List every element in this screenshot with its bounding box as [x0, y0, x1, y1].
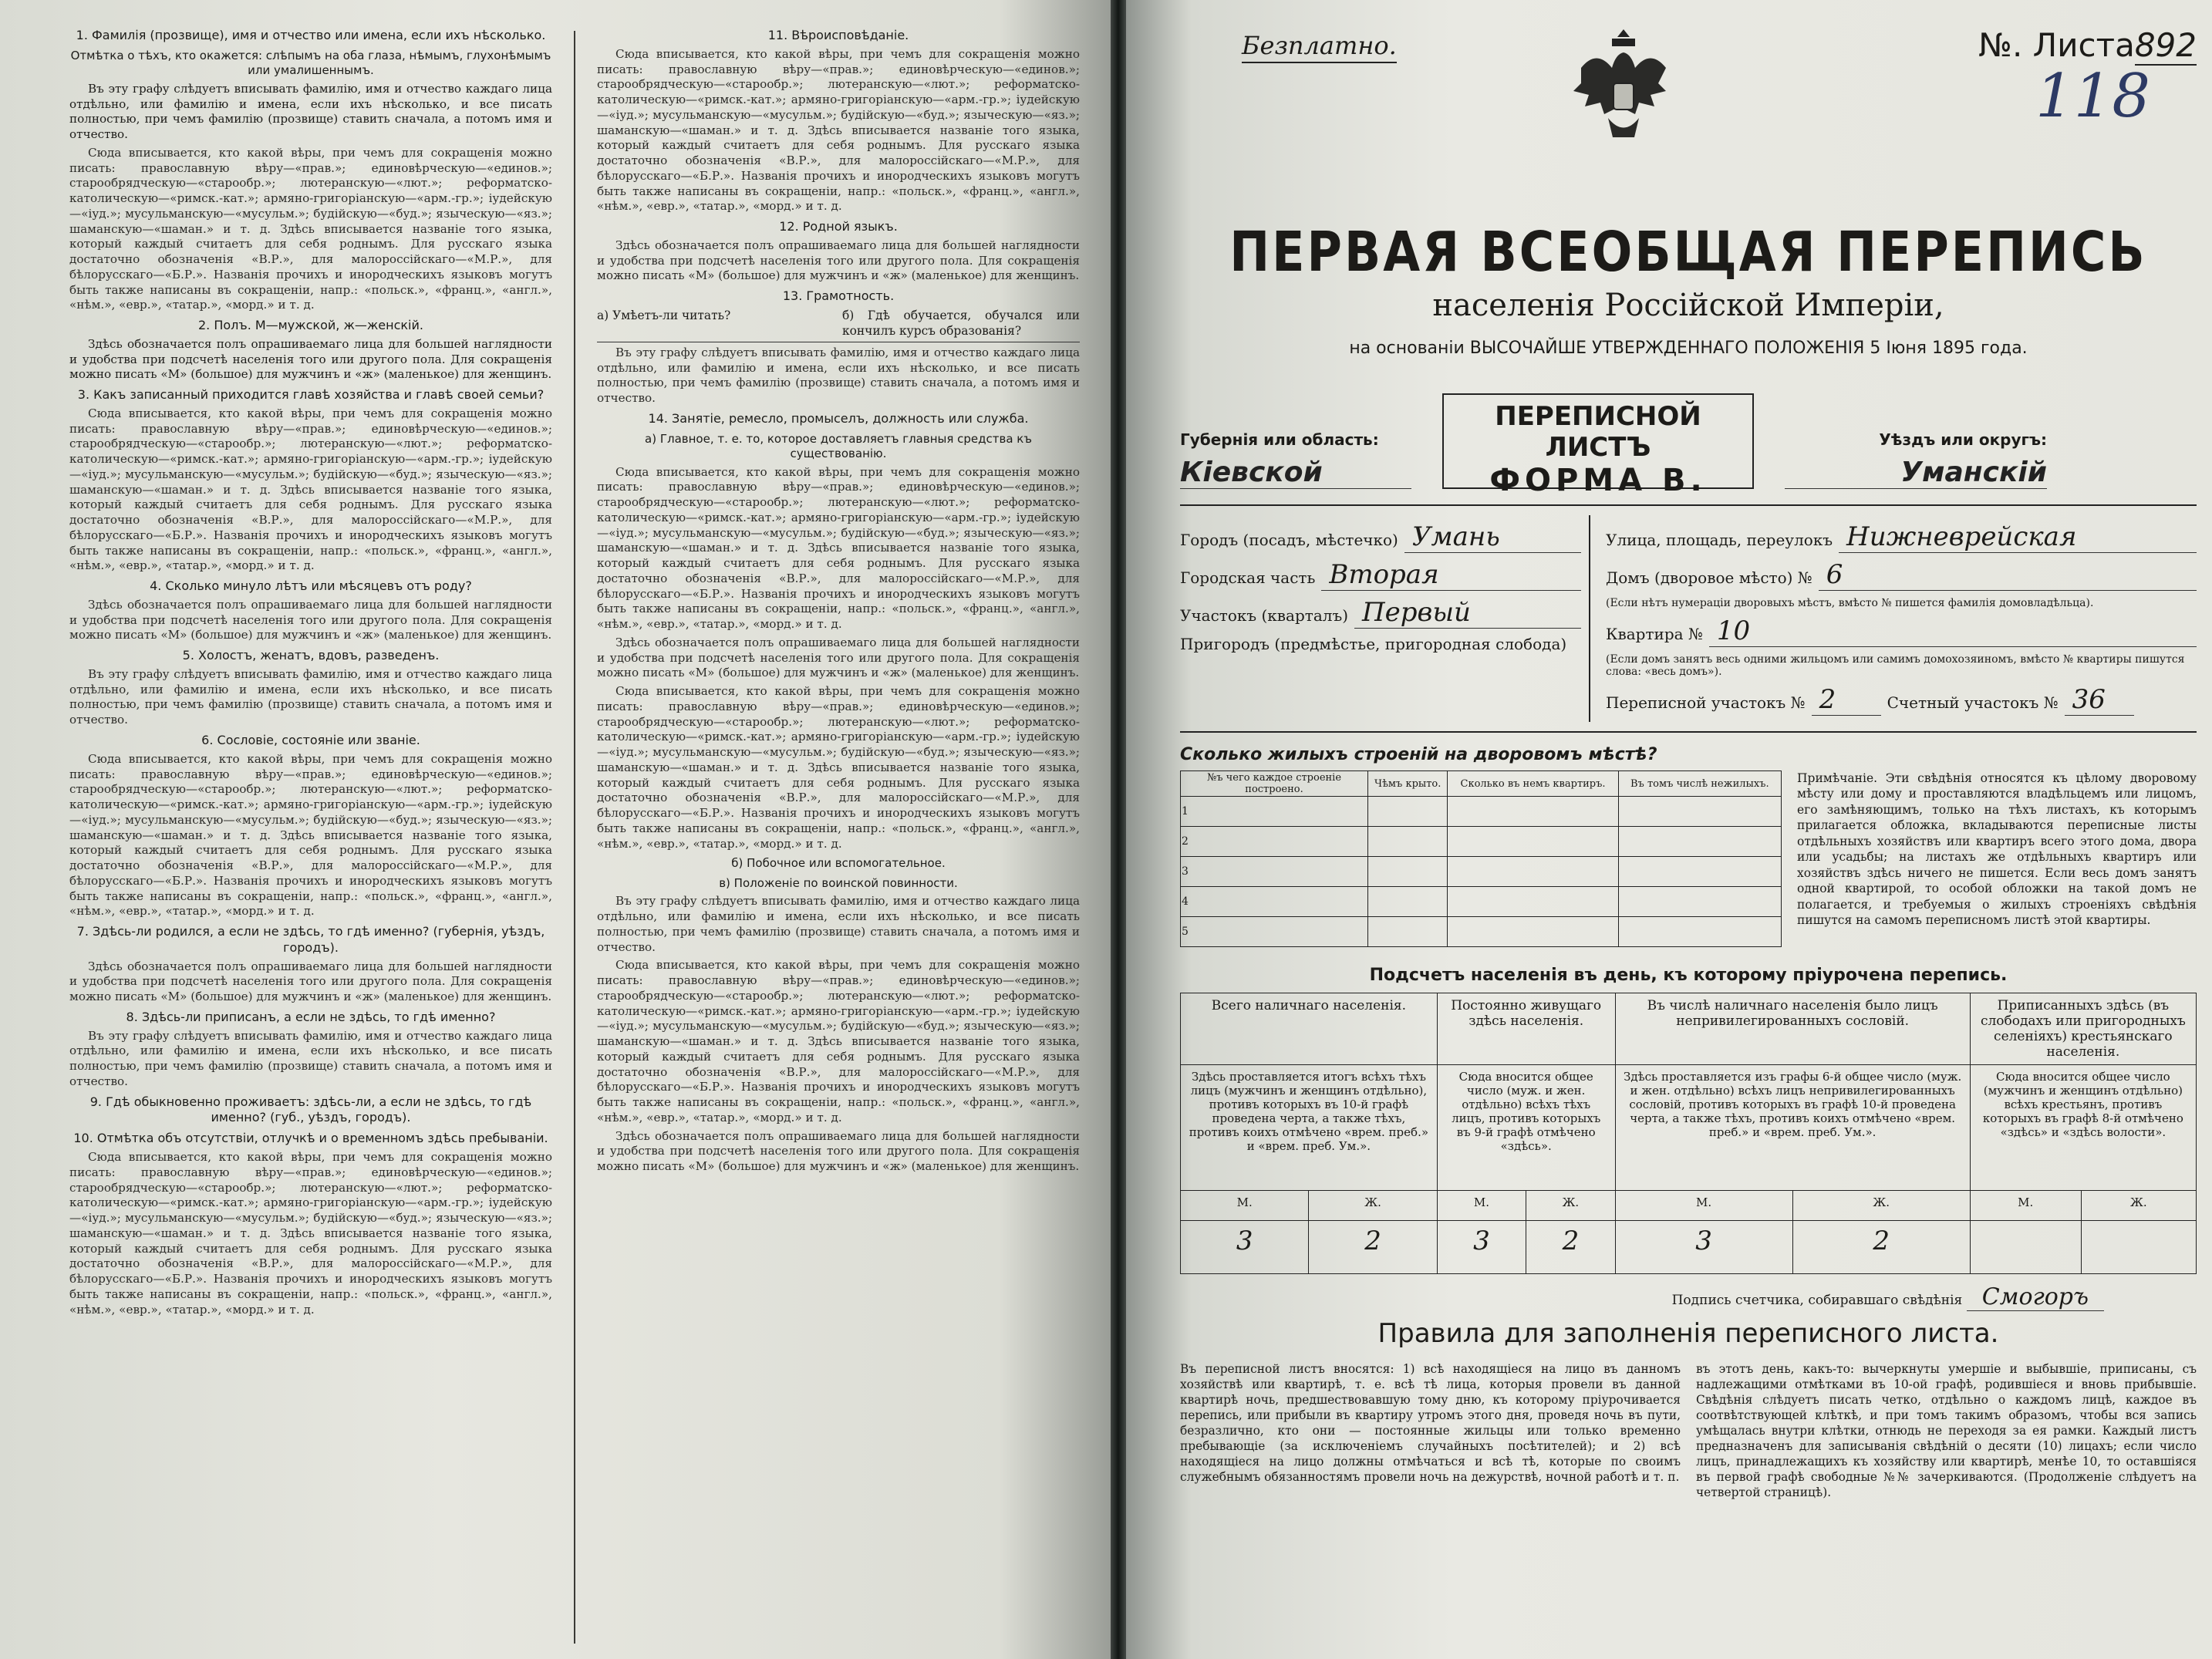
section-14-body-3: Сюда вписывается, кто какой вѣры, при чемъ для сокращенія можно писать: православную вѣру—«прав.»; единовѣрческую—«единов.»; старообрядческую—«старообр.»; лютеранскую—«лют.»; реформатско-католическую—«римск.-кат.»; армяно-григоріанскую—«арм.-гр.»; іудейскую—«іуд.»; мусульманскую—«мусульм.»; будійскую—«буд.»; языческую—«яз.»; шаманскую—«шаман.» и т. д. Здѣсь вписывается названіе того языка, который каждый считаетъ для себя роднымъ. Для русскаго языка достаточно обозначенія «В.Р.», для малороссійскаго—«М.Р.», для бѣлорусскаго—«Б.Р.». Названія прочихъ и инородческихъ языковъ могутъ быть также написаны въ сокращеніи, напр.: «польск.», «франц.», «англ.», «нѣм.», «евр.», «татар.», «морд.» и т. д.: [597, 684, 1080, 851]
census-legal-basis: на основаніи ВЫСОЧАЙШЕ УТВЕРЖДЕННАГО ПОЛОЖЕНІЯ 5 Іюня 1895 года.: [1349, 339, 2028, 358]
address-block: [1180, 504, 2197, 733]
section-14-body-5: Сюда вписывается, кто какой вѣры, при чемъ для сокращенія можно писать: православную вѣру—«прав.»; единовѣрческую—«единов.»; старообрядческую—«старообр.»; лютеранскую—«лют.»; реформатско-католическую—«римск.-кат.»; армяно-григоріанскую—«арм.-гр.»; іудейскую—«іуд.»; мусульманскую—«мусульм.»; будійскую—«буд.»; языческую—«яз.»; шаманскую—«шаман.» и т. д. Здѣсь вписывается названіе того языка, который каждый считаетъ для себя роднымъ. Для русскаго языка достаточно обозначенія «В.Р.», для малороссійскаго—«М.Р.», для бѣлорусскаго—«Б.Р.». Названія прочихъ и инородческихъ языковъ могутъ быть также написаны въ сокращеніи, напр.: «польск.», «франц.», «англ.», «нѣм.», «евр.», «татар.», «морд.» и т. д.: [597, 958, 1080, 1125]
table-cell: [1368, 797, 1448, 827]
form-title-box: [1442, 393, 1754, 498]
table-cell: [1448, 827, 1618, 857]
section-4-body: Здѣсь обозначается полъ опрашиваемаго лица для большей наглядности и удобства при подсчетѣ населенія того или другого пола. Для сокращенія можно писать «М» (большое) для мужчинъ и «ж» (маленькое) для женщинъ.: [69, 597, 552, 642]
count-value: 3: [1181, 1221, 1309, 1274]
address-right: [1590, 515, 2197, 722]
apartment-field: [1606, 615, 2197, 647]
count-description: Здѣсь проставляется изъ графы 6-й общее число (муж. и жен. отдѣльно) всѣхъ лицъ непривилегированныхъ сословій, противъ которыхъ въ графѣ 10-й проведена черта, а также тѣхъ, противъ коихъ отмѣчено «врем. преб.» и «врем. преб. Ум.».: [1615, 1065, 1970, 1191]
buildings-header: Чѣмъ крыто.: [1368, 771, 1448, 797]
section-8-heading: 8. Здѣсь-ли приписанъ, а если не здѣсь, то гдѣ именно?: [126, 1009, 496, 1024]
section-3-heading: 3. Какъ записанный приходится главѣ хозяйства и главѣ своей семьи?: [77, 387, 545, 403]
section-10-heading: 10. Отмѣтка объ отсутствіи, отлучкѣ и о временномъ здѣсь пребываніи.: [73, 1131, 548, 1146]
table-cell: [1368, 887, 1448, 917]
section-13a: а) Умѣетъ-ли читать?: [597, 308, 731, 322]
city-part-value: Вторая: [1321, 559, 1581, 591]
section-5-body: Въ эту графу слѣдуетъ вписывать фамилію, имя и отчество каждаго лица отдѣльно, или фамилію и имена, если ихъ нѣсколько, и все писать полностью, при чемъ фамилію (прозвище) ставить сначала, а потомъ имя и отчество.: [69, 666, 552, 727]
buildings-header: Сколько въ немъ квартиръ.: [1448, 771, 1618, 797]
house-label: Домъ (дворовое мѣсто) №: [1606, 568, 1812, 587]
table-row: [1181, 857, 1782, 887]
column-divider: [574, 31, 575, 1644]
buildings-note: Примѣчаніе. Эти свѣдѣнія относятся къ цѣлому дворовому мѣсту или дому и проставляются владѣльцемъ или лицомъ, его замѣняющимъ, только на тѣхъ листахъ, къ которымъ прилагается обложка, вкладываются переписные листы отдѣльныхъ хозяйствъ или квартиръ всего этого дома, двора или усадьбы; на листахъ же отдѣльныхъ квартиръ или хозяйствъ здѣсь ничего не пишется. Если весь домъ занятъ одной квартирой, то особой обложки на такой домъ не полагается, и требуемыя о жилыхъ строеніяхъ свѣдѣнія пишутся на самомъ переписномъ листѣ этой квартиры.: [1797, 771, 2197, 928]
section-13-heading: 13. Грамотность.: [782, 288, 895, 304]
apartment-note: (Если домъ занятъ весь одними жильцомъ или самимъ домохозяиномъ, вмѣсто № квартиры пишутся слова: «весь домъ»).: [1606, 653, 2185, 678]
form-region-row: [1180, 381, 2197, 498]
section-1-note: Отмѣтка о тѣхъ, кто окажется: слѣпымъ на оба глаза, нѣмымъ, глухонѣмымъ или умалишеннымъ.: [70, 48, 551, 78]
section-14-body-4: Въ эту графу слѣдуетъ вписывать фамилію, имя и отчество каждаго лица отдѣльно, или фамилію и имена, если ихъ нѣсколько, и все писать полностью, при чемъ фамилію (прозвище) ставить сначала, а потомъ имя и отчество.: [597, 894, 1080, 954]
female-header: Ж.: [1309, 1191, 1437, 1221]
section-9-body: Сюда вписывается, кто какой вѣры, при чемъ для сокращенія можно писать: православную вѣру—«прав.»; единовѣрческую—«единов.»; старообрядческую—«старообр.»; лютеранскую—«лют.»; реформатско-католическую—«римск.-кат.»; армяно-григоріанскую—«арм.-гр.»; іудейскую—«іуд.»; мусульманскую—«мусульм.»; будійскую—«буд.»; языческую—«яз.»; шаманскую—«шаман.» и т. д. Здѣсь вписывается названіе того языка, который каждый считаетъ для себя роднымъ. Для русскаго языка достаточно обозначенія «В.Р.», для малороссійскаго—«М.Р.», для бѣлорусскаго—«Б.Р.». Названія прочихъ и инородческихъ языковъ могутъ быть также написаны въ сокращеніи, напр.: «польск.», «франц.», «англ.», «нѣм.», «евр.», «татар.», «морд.» и т. д.: [69, 1150, 552, 1317]
table-row: [1181, 887, 1782, 917]
count-description: Сюда вносится общее число (муж. и жен. отдѣльно) всѣхъ тѣхъ лицъ, противъ которыхъ въ 9-й графѣ отмѣчено «здѣсь».: [1437, 1065, 1615, 1191]
rules-text: [1180, 1361, 2197, 1500]
table-cell: [1448, 887, 1618, 917]
suburb-field: [1180, 635, 1581, 653]
buildings-section: [1180, 770, 2197, 947]
count-value: [1970, 1221, 2081, 1274]
count-header: Приписанныхъ здѣсь (въ слободахъ или пригородныхъ селеніяхъ) крестьянскаго населенія.: [1970, 993, 2196, 1065]
rules-column-1: Въ переписной листъ вносятся: 1) всѣ находящіеся на лицо въ данномъ хозяйствѣ или квартирѣ, т. е. всѣ тѣ лица, которыя провели въ данной квартирѣ ночь, предшествовавшую тому дню, къ которому пріурочивается перепись, или прибыли въ квартиру утромъ этого дня, проведя ночь въ пути, безразлично, кто они — постоянные жильцы или только временно пребывающіе (за исключеніемъ случайныхъ посѣтителей); и 2) всѣ находящіеся на лицо должны отмѣчаться и всѣ тѣ, которые по своимъ служебнымъ обязанностямъ провели ночь на дежурствѣ, ночной работѣ и т. п.: [1180, 1362, 1681, 1485]
house-value: 6: [1819, 559, 2197, 591]
section-12-heading: 12. Родной языкъ.: [779, 219, 898, 234]
row-number: 1: [1181, 797, 1368, 827]
rules-title: Правила для заполненія переписного листа.: [1377, 1318, 1999, 1349]
form-title-line-1: ПЕРЕПИСНОЙ ЛИСТЪ: [1495, 401, 1701, 463]
form-header: [1180, 15, 2197, 193]
table-cell: [1448, 917, 1618, 947]
table-cell: [1618, 857, 1781, 887]
city-part-field: [1180, 559, 1581, 591]
table-cell: [1618, 917, 1781, 947]
count-value: [2081, 1221, 2196, 1274]
table-row: [1181, 827, 1782, 857]
buildings-table: [1180, 770, 1782, 947]
female-header: Ж.: [1526, 1191, 1615, 1221]
section-12-body: Здѣсь обозначается полъ опрашиваемаго лица для большей наглядности и удобства при подсчетѣ населенія того или другого пола. Для сокращенія можно писать «М» (большое) для мужчинъ и «ж» (маленькое) для женщинъ.: [597, 238, 1080, 283]
districts-field: [1606, 684, 2197, 716]
rules-column-2: въ этотъ день, какъ-то: вычеркнуты умершіе и выбывшіе, приписаны, съ надлежащими отмѣтками въ 10-ой графѣ, родившіеся и вновь прибывшіе. Свѣдѣнія слѣдуетъ писать четко, отдѣльно о каждомъ лицѣ, каждое въ соотвѣтствующей клѣткѣ, и при томъ такимъ образомъ, чтобы вся запись умѣщалась внутри клѣтки, отнюдь не переходя за ея рамки. Каждый листъ предназначенъ для записыванія свѣдѣній о десяти (10) лицахъ; если число лицъ, принадлежащихъ къ хозяйству или квартирѣ, менѣе 10, то оставшіяся въ первой графѣ свободные №№ зачеркиваются. (Продолженіе слѣдуетъ на четвертой страницѣ).: [1696, 1362, 2197, 1500]
section-1-extra: Сюда вписывается, кто какой вѣры, при чемъ для сокращенія можно писать: православную вѣру—«прав.»; единовѣрческую—«единов.»; старообрядческую—«старообр.»; лютеранскую—«лют.»; реформатско-католическую—«римск.-кат.»; армяно-григоріанскую—«арм.-гр.»; іудейскую—«іуд.»; мусульманскую—«мусульм.»; будійскую—«буд.»; языческую—«яз.»; шаманскую—«шаман.» и т. д. Здѣсь вписывается названіе того языка, который каждый считаетъ для себя роднымъ. Для русскаго языка достаточно обозначенія «В.Р.», для малороссійскаго—«М.Р.», для бѣлорусскаго—«Б.Р.». Названія прочихъ и инородческихъ языковъ могутъ быть также написаны въ сокращеніи, напр.: «польск.», «франц.», «англ.», «нѣм.», «евр.», «татар.», «морд.» и т. д.: [69, 145, 552, 312]
city-field: [1180, 521, 1581, 553]
row-number: 5: [1181, 917, 1368, 947]
census-title: ПЕРВАЯ ВСЕОБЩАЯ ПЕРЕПИСЬ: [1229, 219, 2147, 285]
enumerator-signature: [1180, 1283, 2104, 1310]
female-header: Ж.: [1792, 1191, 1970, 1221]
count-district-label: Счетный участокъ №: [1887, 693, 2059, 712]
table-cell: [1368, 827, 1448, 857]
uezd-value: Уманскій: [1785, 457, 2047, 489]
table-row: [1181, 797, 1782, 827]
uezd-label: Уѣздъ или округъ:: [1879, 430, 2047, 449]
section-14b: б) Побочное или вспомогательное.: [731, 856, 946, 871]
count-description: Сюда вносится общее число (мужчинъ и женщинъ отдѣльно) всѣхъ крестьянъ, противъ которыхъ въ графѣ 8-й отмѣчено «здѣсь» и «здѣсь волости».: [1970, 1065, 2196, 1191]
instructions-column-1: [69, 23, 552, 1644]
section-5-heading: 5. Холостъ, женатъ, вдовъ, разведенъ.: [182, 648, 440, 663]
population-count-table: [1180, 993, 2197, 1274]
gubernia-value: Кіевской: [1180, 457, 1411, 489]
count-value: 2: [1309, 1221, 1437, 1274]
sector-label: Участокъ (кварталъ): [1180, 606, 1348, 625]
free-of-charge-label: Безплатно.: [1242, 31, 1397, 63]
section-14a: а) Главное, т. е. то, которое доставляетъ главныя средства къ существованію.: [645, 431, 1032, 461]
row-number: 4: [1181, 887, 1368, 917]
count-value: 3: [1615, 1221, 1792, 1274]
buildings-header: №ъ чего каждое строеніе построено.: [1181, 771, 1368, 797]
address-left: [1180, 515, 1590, 722]
buildings-header-row: [1181, 771, 1782, 797]
house-field: [1606, 559, 2197, 591]
male-header: М.: [1970, 1191, 2081, 1221]
folio-number: 118: [2035, 62, 2150, 131]
table-cell: [1368, 857, 1448, 887]
census-subtitle: населенія Россійской Имперіи,: [1432, 288, 1944, 323]
count-header: Всего наличнаго населенія.: [1181, 993, 1438, 1065]
gubernia-label: Губернія или область:: [1180, 430, 1379, 449]
count-values-row: [1181, 1221, 2197, 1274]
table-cell: [1448, 797, 1618, 827]
row-number: 3: [1181, 857, 1368, 887]
section-7-heading: 7. Здѣсь-ли родился, а если не здѣсь, то гдѣ именно? (губернія, уѣздъ, городъ).: [76, 924, 545, 955]
section-1-body: Въ эту графу слѣдуетъ вписывать фамилію, имя и отчество каждаго лица отдѣльно, или фамилію и имена, если ихъ нѣсколько, и все писать полностью, при чемъ фамилію (прозвище) ставить сначала, а потомъ имя и отчество.: [69, 81, 552, 142]
instructions-column-2: [597, 23, 1080, 1644]
population-count-title: Подсчетъ населенія въ день, къ которому пріурочена перепись.: [1369, 966, 2008, 985]
section-9-heading: 9. Гдѣ обыкновенно проживаетъ: здѣсь-ли, а если не здѣсь, то гдѣ именно? (губ., уѣздъ, городъ).: [89, 1094, 532, 1125]
sex-header-row: [1181, 1191, 2197, 1221]
signature-label: Подпись счетчика, собиравшаго свѣдѣнія: [1671, 1293, 1963, 1308]
count-value: 2: [1526, 1221, 1615, 1274]
count-value: 3: [1437, 1221, 1526, 1274]
street-value: Нижневрейская: [1839, 521, 2197, 553]
right-page-census-form: [1126, 0, 2212, 1659]
section-11-body: Сюда вписывается, кто какой вѣры, при чемъ для сокращенія можно писать: православную вѣру—«прав.»; единовѣрческую—«единов.»; старообрядческую—«старообр.»; лютеранскую—«лют.»; реформатско-католическую—«римск.-кат.»; армяно-григоріанскую—«арм.-гр.»; іудейскую—«іуд.»; мусульманскую—«мусульм.»; будійскую—«буд.»; языческую—«яз.»; шаманскую—«шаман.» и т. д. Здѣсь вписывается названіе того языка, который каждый считаетъ для себя роднымъ. Для русскаго языка достаточно обозначенія «В.Р.», для малороссійскаго—«М.Р.», для бѣлорусскаго—«Б.Р.». Названія прочихъ и инородческихъ языковъ могутъ быть также написаны въ сокращеніи, напр.: «польск.», «франц.», «англ.», «нѣм.», «евр.», «татар.», «морд.» и т. д.: [597, 46, 1080, 214]
section-11-heading: 11. Вѣроисповѣданіе.: [767, 28, 909, 42]
street-label: Улица, площадь, переулокъ: [1606, 531, 1833, 549]
section-6-heading: 6. Сословіе, состояніе или званіе.: [201, 732, 420, 747]
male-header: М.: [1615, 1191, 1792, 1221]
section-14-body-6: Здѣсь обозначается полъ опрашиваемаго лица для большей наглядности и удобства при подсчетѣ населенія того или другого пола. Для сокращенія можно писать «М» (большое) для мужчинъ и «ж» (маленькое) для женщинъ.: [597, 1128, 1080, 1174]
section-4-heading: 4. Сколько минуло лѣтъ или мѣсяцевъ отъ роду?: [150, 578, 472, 594]
count-description-row: [1181, 1065, 2197, 1191]
city-value: Умань: [1404, 521, 1581, 553]
section-13-subheads: [597, 308, 1080, 342]
street-field: [1606, 521, 2197, 553]
table-cell: [1448, 857, 1618, 887]
census-district-value: 2: [1812, 684, 1881, 716]
buildings-header: Въ томъ числѣ нежилыхъ.: [1618, 771, 1781, 797]
uezd-field: [1785, 430, 2047, 489]
section-2-body: Здѣсь обозначается полъ опрашиваемаго лица для большей наглядности и удобства при подсчетѣ населенія того или другого пола. Для сокращенія можно писать «М» (большое) для мужчинъ и «ж» (маленькое) для женщинъ.: [69, 336, 552, 382]
section-14-body-2: Здѣсь обозначается полъ опрашиваемаго лица для большей наглядности и удобства при подсчетѣ населенія того или другого пола. Для сокращенія можно писать «М» (большое) для мужчинъ и «ж» (маленькое) для женщинъ.: [597, 635, 1080, 680]
section-13-body: Въ эту графу слѣдуетъ вписывать фамилію, имя и отчество каждаго лица отдѣльно, или фамилію и имена, если ихъ нѣсколько, и все писать полностью, при чемъ фамилію (прозвище) ставить сначала, а потомъ имя и отчество.: [597, 345, 1080, 406]
book-gutter: [1111, 0, 1126, 1659]
buildings-title: Сколько жилыхъ строеній на дворовомъ мѣстѣ?: [1180, 745, 1657, 764]
female-header: Ж.: [2081, 1191, 2196, 1221]
section-14-body-1: Сюда вписывается, кто какой вѣры, при чемъ для сокращенія можно писать: православную вѣру—«прав.»; единовѣрческую—«единов.»; старообрядческую—«старообр.»; лютеранскую—«лют.»; реформатско-католическую—«римск.-кат.»; армяно-григоріанскую—«арм.-гр.»; іудейскую—«іуд.»; мусульманскую—«мусульм.»; будійскую—«буд.»; языческую—«яз.»; шаманскую—«шаман.» и т. д. Здѣсь вписывается названіе того языка, который каждый считаетъ для себя роднымъ. Для русскаго языка достаточно обозначенія «В.Р.», для малороссійскаго—«М.Р.», для бѣлорусскаго—«Б.Р.». Названія прочихъ и инородческихъ языковъ могутъ быть также написаны въ сокращеніи, напр.: «польск.», «франц.», «англ.», «нѣм.», «евр.», «татар.», «морд.» и т. д.: [597, 464, 1080, 632]
sector-value: Первый: [1354, 597, 1581, 629]
city-part-label: Городская часть: [1180, 568, 1316, 587]
count-district-value: 36: [2065, 684, 2134, 716]
count-description: Здѣсь проставляется итогъ всѣхъ тѣхъ лицъ (мужчинъ и женщинъ отдѣльно), противъ которыхъ въ 10-й графѣ проведена черта, а также тѣхъ, противъ коихъ отмѣчено «врем. преб.» и «врем. преб. Ум.».: [1181, 1065, 1438, 1191]
census-district-label: Переписной участокъ №: [1606, 693, 1806, 712]
city-label: Городъ (посадъ, мѣстечко): [1180, 531, 1398, 549]
section-3-body: Сюда вписывается, кто какой вѣры, при чемъ для сокращенія можно писать: православную вѣру—«прав.»; единовѣрческую—«единов.»; старообрядческую—«старообр.»; лютеранскую—«лют.»; реформатско-католическую—«римск.-кат.»; армяно-григоріанскую—«арм.-гр.»; іудейскую—«іуд.»; мусульманскую—«мусульм.»; будійскую—«буд.»; языческую—«яз.»; шаманскую—«шаман.» и т. д. Здѣсь вписывается названіе того языка, который каждый считаетъ для себя роднымъ. Для русскаго языка достаточно обозначенія «В.Р.», для малороссійскаго—«М.Р.», для бѣлорусскаго—«Б.Р.». Названія прочихъ и инородческихъ языковъ могутъ быть также написаны въ сокращеніи, напр.: «польск.», «франц.», «англ.», «нѣм.», «евр.», «татар.», «морд.» и т. д.: [69, 406, 552, 573]
sheet-number: [1978, 26, 2197, 64]
table-cell: [1618, 887, 1781, 917]
section-14v: в) Положеніе по воинской повинности.: [719, 875, 958, 890]
count-header: Постоянно живущаго здѣсь населенія.: [1437, 993, 1615, 1065]
section-13b: б) Гдѣ обучается, обучался или кончилъ курсъ образованія?: [842, 308, 1080, 338]
section-1-heading: 1. Фамилія (прозвище), имя и отчество или имена, если ихъ нѣсколько.: [76, 28, 546, 42]
count-header-row: [1181, 993, 2197, 1065]
table-cell: [1618, 827, 1781, 857]
section-6-body: Сюда вписывается, кто какой вѣры, при чемъ для сокращенія можно писать: православную вѣру—«прав.»; единовѣрческую—«единов.»; старообрядческую—«старообр.»; лютеранскую—«лют.»; реформатско-католическую—«римск.-кат.»; армяно-григоріанскую—«арм.-гр.»; іудейскую—«іуд.»; мусульманскую—«мусульм.»; будійскую—«буд.»; языческую—«яз.»; шаманскую—«шаман.» и т. д. Здѣсь вписывается названіе того языка, который каждый считаетъ для себя роднымъ. Для русскаго языка достаточно обозначенія «В.Р.», для малороссійскаго—«М.Р.», для бѣлорусскаго—«Б.Р.». Названія прочихъ и инородческихъ языковъ могутъ быть также написаны въ сокращеніи, напр.: «польск.», «франц.», «англ.», «нѣм.», «евр.», «татар.», «морд.» и т. д.: [69, 751, 552, 919]
form-title-line-2: ФОРМА В.: [1489, 463, 1707, 498]
section-2-heading: 2. Полъ. М—мужской, ж—женскій.: [198, 318, 423, 333]
suburb-label: Пригородъ (предмѣстье, пригородная слобода): [1180, 635, 1567, 653]
section-7-body: Здѣсь обозначается полъ опрашиваемаго лица для большей наглядности и удобства при подсчетѣ населенія того или другого пола. Для сокращенія можно писать «М» (большое) для мужчинъ и «ж» (маленькое) для женщинъ.: [69, 959, 552, 1004]
signature-value: Смогоръ: [1967, 1283, 2104, 1311]
apartment-value: 10: [1709, 615, 2197, 647]
gubernia-field: [1180, 430, 1411, 489]
table-row: [1181, 917, 1782, 947]
male-header: М.: [1181, 1191, 1309, 1221]
sector-field: [1180, 597, 1581, 629]
count-header: Въ числѣ наличнаго населенія было лицъ непривилегированныхъ сословій.: [1615, 993, 1970, 1065]
table-cell: [1618, 797, 1781, 827]
count-value: 2: [1792, 1221, 1970, 1274]
sheet-number-label: №. Листа: [1978, 26, 2135, 64]
sheet-number-value: 892: [2134, 26, 2197, 64]
section-8-body: Въ эту графу слѣдуетъ вписывать фамилію, имя и отчество каждаго лица отдѣльно, или фамилію и имена, если ихъ нѣсколько, и все писать полностью, при чемъ фамилію (прозвище) ставить сначала, а потомъ имя и отчество.: [69, 1028, 552, 1088]
male-header: М.: [1437, 1191, 1526, 1221]
house-note: (Если нѣтъ нумераціи дворовыхъ мѣстъ, вмѣсто № пишется фамилія домовладѣльца).: [1606, 597, 2094, 609]
table-cell: [1368, 917, 1448, 947]
double-headed-eagle-icon: [1566, 22, 1681, 153]
section-14-heading: 14. Занятіе, ремесло, промыселъ, должность или служба.: [648, 410, 1029, 426]
row-number: 2: [1181, 827, 1368, 857]
apartment-label: Квартира №: [1606, 625, 1703, 643]
